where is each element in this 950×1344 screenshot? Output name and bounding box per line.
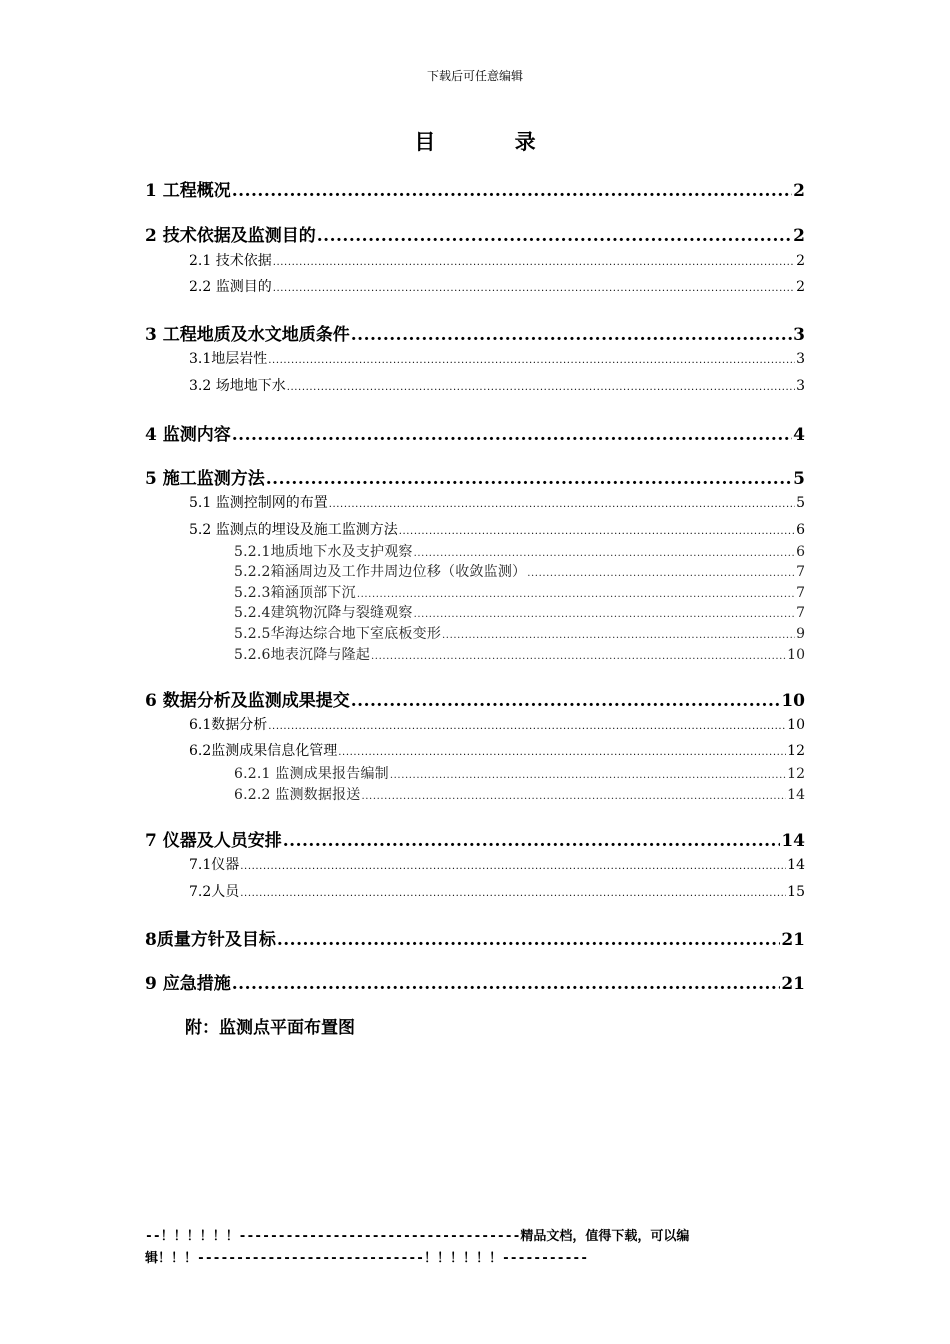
toc-entry[interactable]	[145, 969, 805, 994]
dot-leader	[273, 257, 795, 268]
dot-leader	[268, 355, 795, 366]
dot-leader	[442, 630, 795, 641]
toc-entry-page: 10	[781, 691, 805, 711]
toc-entry[interactable]	[189, 348, 805, 368]
toc-entry-page: 3	[793, 325, 805, 345]
toc-entry-page: 2	[793, 226, 805, 246]
toc-entry[interactable]	[189, 881, 805, 901]
toc-entry[interactable]	[145, 221, 805, 246]
dot-leader	[351, 691, 781, 711]
toc-entry-label: 6.2监测成果信息化管理	[189, 743, 338, 759]
toc-entry-label: 6.2.1 监测成果报告编制	[234, 766, 389, 782]
dot-leader	[329, 499, 795, 510]
toc-entry-page: 2	[796, 279, 805, 295]
dot-leader	[527, 568, 795, 579]
toc-entry-label: 6 数据分析及监测成果提交	[145, 691, 350, 711]
toc-entry[interactable]	[234, 784, 805, 804]
toc-entry[interactable]	[234, 763, 805, 783]
footer-line: 辑！！！-----------------------------！！！！！！-----------	[145, 1251, 589, 1266]
dot-leader	[277, 930, 780, 950]
toc-entry-label: 5.2.6地表沉降与隆起	[234, 647, 371, 663]
appendix-note: 附：监测点平面布置图	[185, 1018, 355, 1038]
toc-entry[interactable]	[234, 623, 805, 643]
toc-entry-page: 2	[796, 253, 805, 269]
toc-entry-page: 21	[781, 974, 805, 994]
toc-entry[interactable]	[189, 519, 805, 539]
dot-leader	[266, 469, 792, 489]
toc-title: 目 录	[414, 129, 572, 154]
toc-entry-page: 14	[781, 831, 805, 851]
dot-leader	[232, 974, 781, 994]
toc-entry-label: 2.2 监测目的	[189, 279, 272, 295]
toc-entry-page: 9	[796, 626, 805, 642]
dot-leader	[361, 791, 786, 802]
toc-entry-label: 9 应急措施	[145, 974, 231, 994]
toc-entry-page: 12	[787, 743, 805, 759]
toc-entry-page: 10	[787, 647, 805, 663]
toc-entry-page: 7	[796, 564, 805, 580]
toc-entry-label: 5.2 监测点的埋设及施工监测方法	[189, 522, 398, 538]
dot-leader	[287, 382, 795, 393]
dot-leader	[357, 589, 795, 600]
toc-entry-label: 5.2.3箱涵顶部下沉	[234, 585, 356, 601]
toc-entry-label: 7.2人员	[189, 884, 240, 900]
toc-entry-label: 3.1地层岩性	[189, 351, 268, 367]
dot-leader	[390, 770, 786, 781]
toc-entry[interactable]	[189, 714, 805, 734]
dot-leader	[273, 283, 795, 294]
toc-entry-label: 5.2.2箱涵周边及工作井周边位移（收敛监测）	[234, 564, 527, 580]
toc-entry[interactable]	[189, 740, 805, 760]
toc-entry-page: 10	[787, 717, 805, 733]
toc-entry[interactable]	[145, 464, 805, 489]
toc-entry-label: 5 施工监测方法	[145, 469, 265, 489]
dot-leader	[338, 747, 786, 758]
dot-leader	[232, 425, 792, 445]
toc-entry-label: 1 工程概况	[145, 181, 231, 201]
toc-entry-page: 5	[796, 495, 805, 511]
toc-entry-label: 2 技术依据及监测目的	[145, 226, 316, 246]
toc-entry[interactable]	[145, 686, 805, 711]
toc-entry[interactable]	[189, 492, 805, 512]
toc-entry[interactable]	[234, 541, 805, 561]
dot-leader	[399, 526, 795, 537]
toc-entry-label: 8质量方针及目标	[145, 930, 276, 950]
toc-entry-page: 5	[793, 469, 805, 489]
toc-entry[interactable]	[145, 320, 805, 345]
toc-entry[interactable]	[234, 561, 805, 581]
dot-leader	[232, 181, 792, 201]
footer-watermark	[145, 1226, 765, 1270]
toc-entry-label: 5.1 监测控制网的布置	[189, 495, 328, 511]
toc-entry-page: 21	[781, 930, 805, 950]
toc-entry-page: 6	[796, 522, 805, 538]
dot-leader	[240, 861, 786, 872]
toc-entry-page: 12	[787, 766, 805, 782]
toc-entry[interactable]	[145, 176, 805, 201]
dot-leader	[283, 831, 781, 851]
toc-entry-label: 5.2.4建筑物沉降与裂缝观察	[234, 605, 413, 621]
dot-leader	[351, 325, 792, 345]
toc-entry-label: 3 工程地质及水文地质条件	[145, 325, 350, 345]
toc-entry-label: 7 仪器及人员安排	[145, 831, 282, 851]
toc-entry-page: 3	[796, 351, 805, 367]
toc-entry[interactable]	[189, 854, 805, 874]
dot-leader	[414, 609, 795, 620]
toc-entry-page: 4	[793, 425, 805, 445]
toc-entry-label: 2.1 技术依据	[189, 253, 272, 269]
toc-entry[interactable]	[145, 925, 805, 950]
toc-entry-label: 5.2.1地质地下水及支护观察	[234, 544, 413, 560]
toc-entry-page: 14	[787, 787, 805, 803]
dot-leader	[240, 888, 786, 899]
dot-leader	[414, 548, 795, 559]
toc-entry-page: 14	[787, 857, 805, 873]
toc-entry-page: 6	[796, 544, 805, 560]
header-note: 下载后可任意编辑	[426, 69, 523, 83]
toc-entry[interactable]	[234, 602, 805, 622]
dot-leader	[268, 721, 786, 732]
toc-entry[interactable]	[189, 375, 805, 395]
toc-entry[interactable]	[145, 826, 805, 851]
toc-entry[interactable]	[234, 582, 805, 602]
footer-line: --！！！！！！------------------------------------精品文档，值得下载，可以编	[145, 1229, 690, 1244]
toc-entry[interactable]	[189, 250, 805, 270]
toc-entry-label: 6.1数据分析	[189, 717, 268, 733]
toc-entry-page: 3	[796, 378, 805, 394]
toc-entry-label: 7.1仪器	[189, 857, 240, 873]
toc-entry-page: 7	[796, 585, 805, 601]
toc-entry-label: 4 监测内容	[145, 425, 231, 445]
toc-entry-page: 2	[793, 181, 805, 201]
toc-entry-label: 3.2 场地地下水	[189, 378, 286, 394]
toc-entry[interactable]	[145, 420, 805, 445]
toc-entry[interactable]	[189, 276, 805, 296]
toc-entry-label: 5.2.5华海达综合地下室底板变形	[234, 626, 442, 642]
toc-entry-page: 7	[796, 605, 805, 621]
toc-entry-label: 6.2.2 监测数据报送	[234, 787, 361, 803]
toc-entry-page: 15	[787, 884, 805, 900]
dot-leader	[317, 226, 792, 246]
dot-leader	[371, 651, 786, 662]
toc-entry[interactable]	[234, 644, 805, 664]
